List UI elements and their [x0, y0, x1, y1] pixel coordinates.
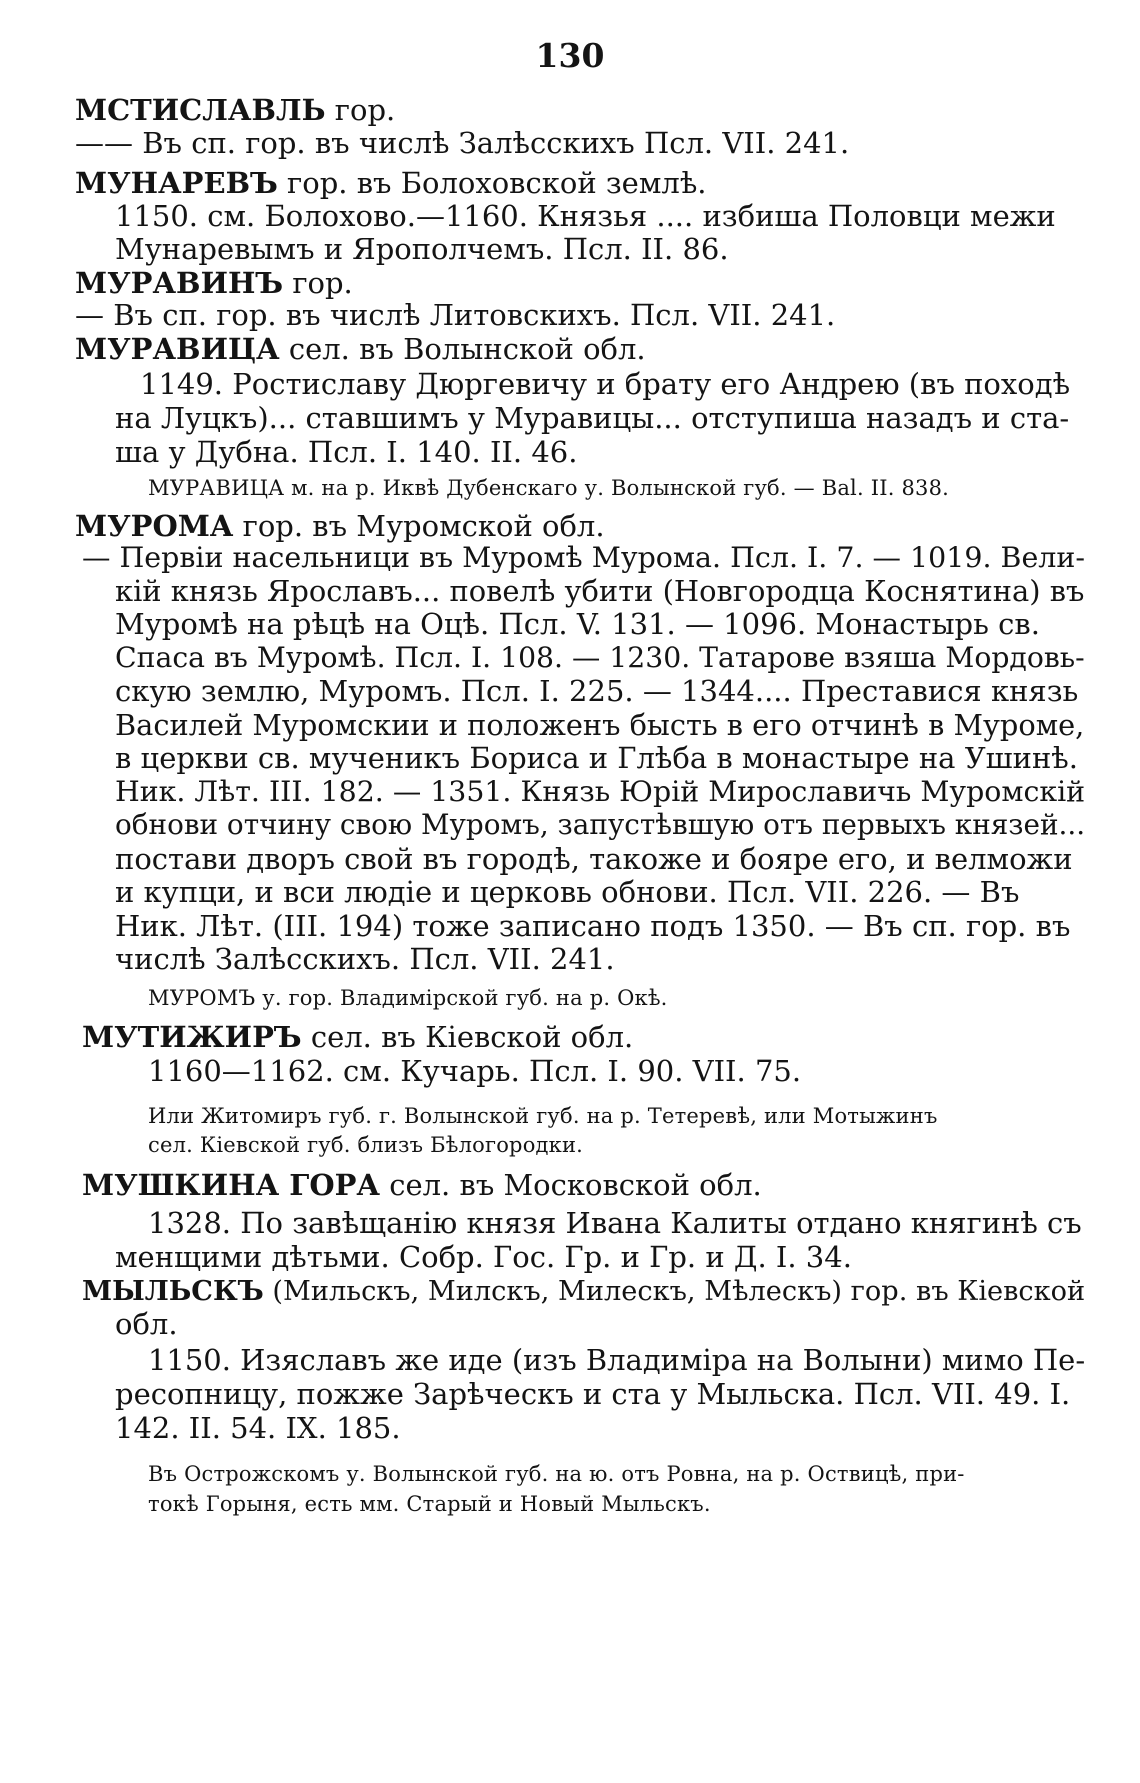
- entry-footnote: Или Житомиръ губ. г. Волынской губ. на р. Тетеревѣ, или Мотыжинъ: [148, 1104, 938, 1128]
- entry-text-line: кій князь Ярославъ... повелѣ убити (Новгородца Коснятина) въ: [115, 574, 1085, 608]
- entry-text-line: в церкви св. мученикъ Бориса и Глѣба в монастыре на Ушинѣ.: [115, 741, 1078, 775]
- entry-text-line: 1150. Изяславъ же иде (изъ Владиміра на Волыни) мимо Пе-: [148, 1343, 1086, 1377]
- entry-text-line: Ник. Лѣт. (III. 194) тоже записано подъ 1350. — Въ сп. гор. въ: [115, 909, 1071, 943]
- entry-subtitle: гор.: [325, 93, 396, 127]
- entry-heading-muravin: [75, 265, 353, 301]
- entry-subtitle: сел. въ Волынской обл.: [279, 332, 646, 366]
- entry-text-line: ша у Дубна. Псл. I. 140. II. 46.: [115, 435, 578, 469]
- entry-title: МСТИСЛАВЛЬ: [75, 93, 326, 127]
- entry-heading-mstislavl: [75, 92, 395, 128]
- entry-footnote: сел. Кіевской губ. близъ Бѣлогородки.: [148, 1133, 584, 1157]
- entry-heading-muravitsa: [75, 331, 646, 367]
- entry-subtitle: (Мильскъ, Милскъ, Милескъ, Мѣлескъ) гор. въ Кіевской: [263, 1276, 1086, 1307]
- entry-title: МУТИЖИРЪ: [82, 1020, 302, 1054]
- entry-footnote: МУРОМЪ у. гор. Владимірской губ. на р. Окѣ.: [148, 986, 668, 1010]
- entry-subtitle: гор.: [283, 266, 353, 300]
- entry-text-line: 142. II. 54. IX. 185.: [115, 1411, 401, 1445]
- entry-text-line: скую землю, Муромъ. Псл. I. 225. — 1344.... Преставися князь: [115, 674, 1079, 708]
- entry-text-line: постави дворъ свой въ городѣ, такоже и бояре его, и велможи: [115, 842, 1073, 876]
- entry-text-line: обнови отчину свою Муромъ, запустѣвшую отъ первыхъ князей...: [115, 808, 1086, 841]
- entry-text-line: 1149. Ростиславу Дюргевичу и брату его Андрею (въ походѣ: [140, 367, 1071, 401]
- entry-text-line: числѣ Залѣсскихъ. Псл. VII. 241.: [115, 942, 615, 976]
- entry-heading-mylsk: [82, 1273, 1085, 1310]
- entry-title: МЫЛЬСКЪ: [82, 1275, 264, 1307]
- entry-heading-munarev: [75, 165, 707, 201]
- entry-heading-muroma: [75, 508, 605, 544]
- entry-subtitle: гор. въ Болоховской землѣ.: [277, 166, 707, 200]
- entry-text-line: 1150. см. Болохово.—1160. Князья .... избиша Половци межи: [115, 199, 1056, 233]
- entry-footnote: токѣ Горыня, есть мм. Старый и Новый Мыльскъ.: [148, 1492, 711, 1516]
- entry-text-line: 1160—1162. см. Кучарь. Псл. I. 90. VII. 75.: [148, 1054, 802, 1088]
- entry-text-line: Василей Муромскии и положенъ бысть в его отчинѣ в Муроме,: [115, 708, 1085, 742]
- entry-subtitle: сел. въ Московской обл.: [380, 1168, 762, 1202]
- entry-text-line: Муромѣ на рѣцѣ на Оцѣ. Псл. V. 131. — 1096. Монастырь св.: [115, 607, 1040, 641]
- entry-text-line: 1328. По завѣщанію князя Ивана Калиты отдано княгинѣ съ: [148, 1206, 1082, 1240]
- entry-title: МУРАВИНЪ: [75, 266, 284, 300]
- entry-text-line: — Первіи насельници въ Муромѣ Мурома. Псл. I. 7. — 1019. Вели-: [82, 541, 1085, 574]
- entry-title: МУРАВИЦА: [75, 332, 280, 366]
- entry-footnote: МУРАВИЦА м. на р. Иквѣ Дубенскаго у. Волынской губ. — Bal. II. 838.: [148, 476, 950, 500]
- entry-text-line: менщими дѣтьми. Собр. Гос. Гр. и Гр. и Д. I. 34.: [115, 1240, 852, 1274]
- entry-text-line: обл.: [115, 1307, 178, 1341]
- page-number: 130: [535, 36, 605, 75]
- entry-text-line: Спаса въ Муромѣ. Псл. I. 108. — 1230. Татарове взяша Мордовь-: [115, 641, 1085, 674]
- entry-title: МУРОМА: [75, 509, 234, 543]
- entry-text-line: Ник. Лѣт. III. 182. — 1351. Князь Юрій Мирославичь Муромскій: [115, 775, 1086, 808]
- entry-text-line: —— Въ сп. гор. въ числѣ Залѣсскихъ Псл. VII. 241.: [75, 126, 850, 160]
- entry-heading-mutizhir: [82, 1019, 633, 1055]
- entry-subtitle: гор. въ Муромской обл.: [233, 509, 605, 543]
- entry-title: МУНАРЕВЪ: [75, 166, 278, 200]
- entry-text-line: на Луцкъ)... ставшимъ у Муравицы... отступиша назадъ и ста-: [115, 401, 1070, 435]
- entry-text-line: ресопницу, пожже Зарѣческъ и ста у Мыльска. Псл. VII. 49. I.: [115, 1377, 1071, 1411]
- entry-text-line: и купци, и вси людіе и церковь обнови. Псл. VII. 226. — Въ: [115, 875, 1020, 909]
- entry-title: МУШКИНА ГОРА: [82, 1168, 381, 1202]
- entry-heading-mushkina-gora: [82, 1167, 762, 1203]
- entry-text-line: Мунаревымъ и Ярополчемъ. Псл. II. 86.: [115, 232, 729, 266]
- entry-footnote: Въ Острожскомъ у. Волынской губ. на ю. отъ Ровна, на р. Оствицѣ, при-: [148, 1462, 965, 1486]
- entry-text-line: — Въ сп. гор. въ числѣ Литовскихъ. Псл. VII. 241.: [75, 298, 836, 332]
- entry-subtitle: сел. въ Кіевской обл.: [301, 1020, 634, 1054]
